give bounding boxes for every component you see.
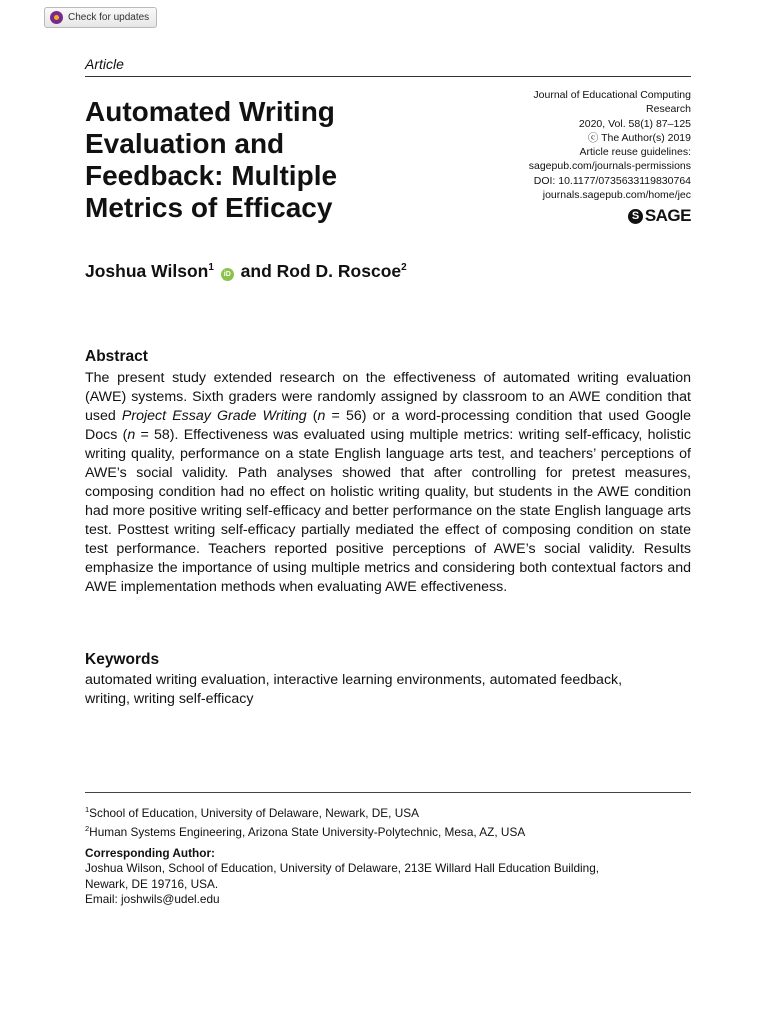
journal-volume: 2020, Vol. 58(1) 87–125: [578, 117, 691, 130]
author-2-affiliation: 2: [401, 262, 407, 274]
crossmark-icon: [50, 11, 63, 24]
abstract-n-symbol-2: n: [127, 427, 136, 443]
abstract-text: [85, 369, 691, 597]
corresponding-author-heading: Corresponding Author:: [85, 845, 215, 860]
author-1-affiliation: 1: [208, 262, 214, 274]
journal-name-line-1: Journal of Educational Computing: [533, 89, 691, 101]
doi[interactable]: DOI: 10.1177/0735633119830764: [533, 174, 691, 187]
sage-logo: [628, 206, 691, 226]
header-divider: [85, 76, 691, 77]
check-for-updates-label: Check for updates: [68, 12, 150, 23]
affiliation-1: [85, 802, 695, 821]
abstract-part-4: = 58). Effectiveness was evaluated using multiple metrics: writing self-efficacy, holistic writing quality, performance on a state English language arts test, and teachers’ perceptions of AWE’s social validity. Path analyses showed that after controlling for pretest measures, composing condition had no effect on holistic writing quality, but students in the AWE condition had more positive writing self-efficacy and better performance on the state English language arts test. Posttest writing self-efficacy partially mediated the effect of composing condition on state test performance. Teachers reported positive perceptions of AWE’s social validity. Results emphasize the importance of using multiple metrics and considering both contextual factors and AWE implementation methods when evaluating AWE effectiveness.: [85, 427, 691, 595]
affiliation-2-text: Human Systems Engineering, Arizona State University-Polytechnic, Mesa, AZ, USA: [89, 825, 526, 840]
keywords-text: automated writing evaluation, interactive learning environments, automated feedback, writing, writing self-efficacy: [85, 672, 623, 707]
article-type-label: Article: [85, 56, 124, 72]
abstract-part-1: The present study extended research on the effectiveness of automated writing evaluation (AWE) systems. Sixth graders were randomly assigned by classroom to an AWE condition that used: [85, 370, 691, 424]
author-1-name: Joshua Wilson: [85, 261, 209, 281]
keywords-heading: Keywords: [85, 651, 160, 668]
author-joiner: and: [240, 261, 272, 281]
journal-info: [461, 88, 691, 202]
reuse-guidelines: Article reuse guidelines:: [579, 146, 691, 159]
footnote-divider: [85, 792, 691, 793]
journal-home-link[interactable]: journals.sagepub.com/home/jec: [542, 189, 691, 202]
abstract-n-symbol-1: n: [317, 408, 326, 424]
abstract-part-2: (: [306, 408, 318, 424]
copyright: ⓒ The Author(s) 2019: [587, 131, 691, 144]
affiliation-2: [85, 821, 695, 840]
corresponding-author-address-1: Joshua Wilson, School of Education, University of Delaware, 213E Willard Hall Education Building,: [85, 861, 600, 876]
corresponding-author-address-2: Newark, DE 19716, USA.: [85, 876, 219, 891]
author-2-name: Rod D. Roscoe: [276, 261, 402, 281]
sage-wordmark: SAGE: [644, 206, 691, 225]
journal-name-line-2: Research: [646, 103, 691, 116]
sage-mark-icon: S: [628, 209, 643, 224]
article-title: Automated Writing Evaluation and Feedback: Multiple Metrics of Efficacy: [85, 96, 338, 223]
orcid-icon[interactable]: iD: [221, 268, 234, 281]
affiliation-2-marker: 2: [85, 824, 90, 834]
affiliation-1-text: School of Education, University of Delaware, Newark, DE, USA: [89, 805, 419, 820]
author-line: [85, 261, 407, 282]
affiliation-1-marker: 1: [85, 805, 90, 814]
abstract-part-3: = 56) or a word-processing condition that used Google Docs (: [85, 408, 691, 443]
abstract-tool-name: Project Essay Grade Writing: [121, 408, 307, 424]
corresponding-author-email[interactable]: Email: joshwils@udel.edu: [85, 892, 220, 907]
footnotes: [85, 802, 695, 908]
abstract-heading: Abstract: [85, 348, 148, 365]
check-for-updates-button[interactable]: [44, 7, 157, 28]
permissions-link[interactable]: sagepub.com/journals-permissions: [528, 160, 691, 173]
